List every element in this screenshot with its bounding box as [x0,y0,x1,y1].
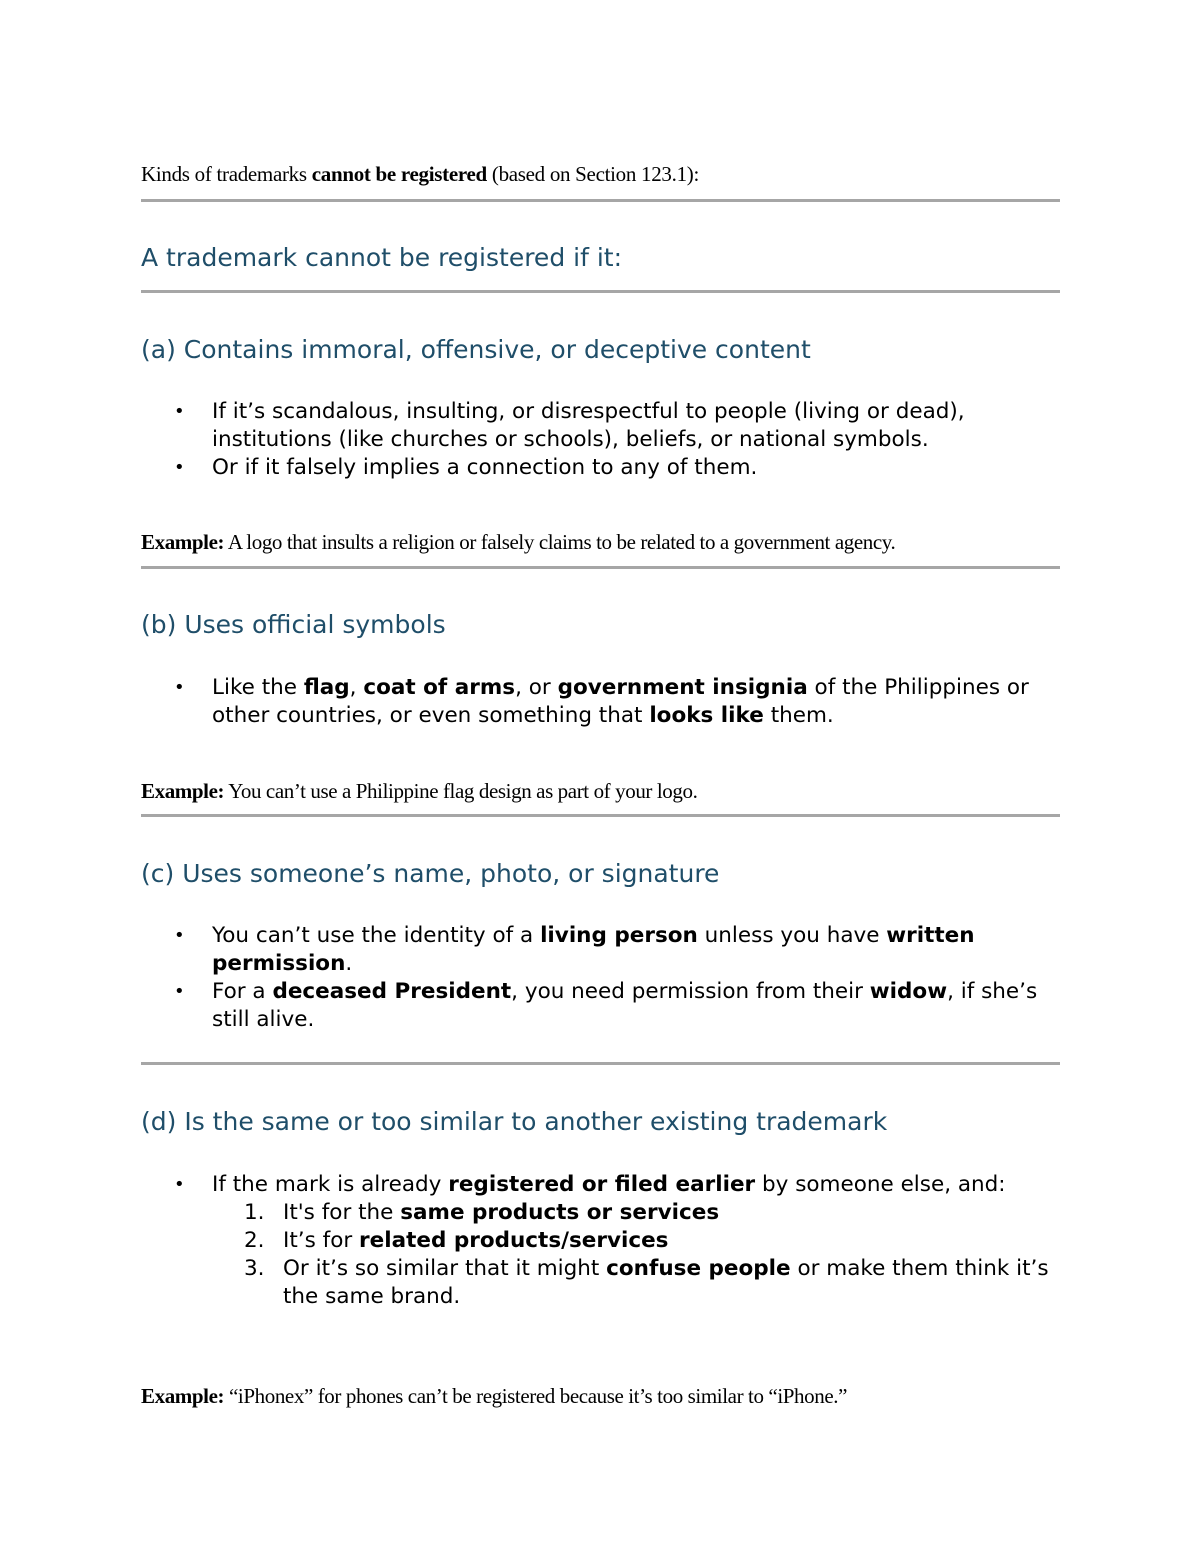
section-b-example: Example: You can’t use a Philippine flag design as part of your logo. [141,779,698,803]
bullet-icon: • [174,677,185,698]
list-item: • Like the flag, coat of arms, or government insignia of the Philippines or other countries, or even something that looks like them. [174,675,1029,728]
divider [141,814,1060,817]
section-d-list [141,1171,1060,1311]
bullet-icon: • [174,457,185,478]
section-c-list [141,922,1060,1034]
section-c-heading: (c) Uses someone’s name, photo, or signature [141,859,720,888]
section-a-heading: (a) Contains immoral, offensive, or deceptive content [141,335,811,364]
section-d-sublist [212,1199,1060,1311]
section-b-list [141,674,1060,730]
section-a-example: Example: A logo that insults a religion or falsely claims to be related to a government agency. [141,530,896,554]
bullet-icon: • [174,1174,185,1195]
section-a-list [141,398,1060,482]
divider [141,290,1060,293]
section-b-heading: (b) Uses official symbols [141,610,446,639]
list-item: • If it’s scandalous, insulting, or disrespectful to people (living or dead), institutions (like churches or schools), beliefs, or national symbols. [174,399,965,452]
numbered-item: 3. Or it’s so similar that it might confuse people or make them think it’s the same brand. [244,1256,1049,1309]
bullet-icon: • [174,401,185,422]
section-d-heading: (d) Is the same or too similar to another existing trademark [141,1107,888,1136]
section-d-example: Example: “iPhonex” for phones can’t be registered because it’s too similar to “iPhone.” [141,1384,848,1408]
numbered-item: 1. It's for the same products or services [244,1200,720,1225]
divider [141,1062,1060,1065]
bullet-icon: • [174,925,185,946]
intro-line: Kinds of trademarks cannot be registered (based on Section 123.1): [141,162,699,186]
numbered-item: 2. It’s for related products/services [244,1228,669,1253]
main-heading: A trademark cannot be registered if it: [141,243,622,272]
bullet-icon: • [174,981,185,1002]
list-item: • For a deceased President, you need permission from their widow, if she’s still alive. [174,979,1038,1032]
list-item: • You can’t use the identity of a living person unless you have written permission. [174,923,975,976]
divider [141,199,1060,202]
divider [141,566,1060,569]
list-item: • If the mark is already registered or filed earlier by someone else, and: 1. It's for the same products or services 2. It’s for related products/services 3. Or it’s so similar that it might confuse people or make them think it’s the same brand. [141,1171,1060,1311]
list-item: • Or if it falsely implies a connection to any of them. [174,455,758,480]
